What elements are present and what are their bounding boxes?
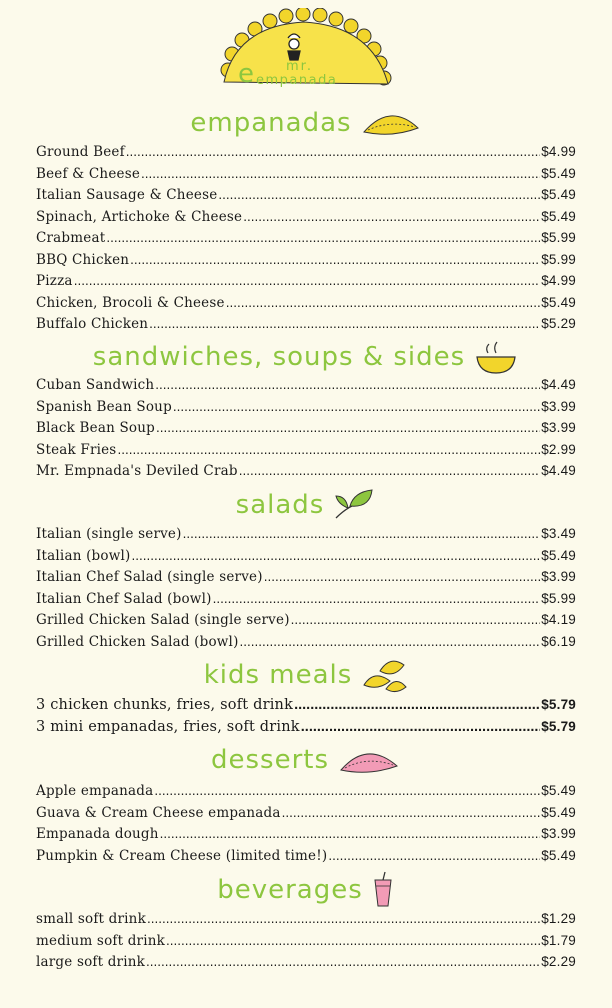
leader-dots: [126, 144, 540, 159]
item-name: Steak Fries: [36, 441, 117, 458]
leader-dots: [149, 316, 540, 331]
menu-item: [36, 848, 576, 870]
item-name: Spinach, Artichoke & Cheese: [36, 208, 243, 225]
soup-bowl-icon: [473, 339, 519, 375]
item-price: $4.99: [541, 273, 576, 288]
item-price: $4.49: [541, 377, 576, 392]
section-title-sandwiches: [0, 340, 612, 374]
item-name: Italian (bowl): [36, 547, 131, 564]
menu-item: [36, 399, 576, 421]
empanada-icon: [360, 108, 422, 138]
pink-empanada-icon: [337, 744, 401, 776]
item-name: BBQ Chicken: [36, 251, 130, 268]
menu-item: [36, 911, 576, 933]
item-name: Beef & Cheese: [36, 165, 141, 182]
leader-dots: [239, 463, 540, 478]
leader-dots: [218, 187, 540, 202]
menu-list-beverages: [36, 911, 576, 976]
item-name: Italian Sausage & Cheese: [36, 187, 218, 203]
menu-item: [36, 719, 576, 741]
item-name: medium soft drink: [36, 932, 165, 949]
item-price: $1.29: [541, 911, 576, 926]
leader-dots: [291, 612, 541, 627]
leader-dots: [147, 911, 540, 926]
section-heading: empanadas: [190, 108, 352, 138]
item-name: large soft drink: [36, 954, 145, 970]
item-price: $4.99: [541, 144, 576, 159]
item-price: $5.49: [541, 783, 576, 798]
item-price: $5.49: [541, 547, 576, 563]
item-name: Ground Beef: [36, 144, 125, 160]
menu-item: [36, 805, 576, 827]
svg-text:e: e: [238, 59, 254, 89]
menu-item: [36, 230, 576, 252]
leaf-icon: [332, 488, 376, 522]
section-title-empanadas: [0, 106, 612, 140]
item-price: $5.49: [541, 165, 576, 181]
leader-dots: [74, 273, 541, 288]
leader-dots: [156, 420, 540, 435]
item-price: $5.79: [541, 719, 576, 734]
item-price: $6.19: [541, 633, 576, 649]
logo-text-mr: mr.: [286, 59, 313, 74]
item-name: Italian (single serve): [36, 526, 182, 542]
leader-dots: [131, 548, 540, 563]
menu-item: [36, 526, 576, 548]
menu-item: [36, 420, 576, 442]
item-price: $4.49: [541, 463, 576, 478]
leader-dots: [154, 783, 540, 798]
leader-dots: [117, 442, 540, 457]
menu-item: [36, 166, 576, 188]
section-heading: kids meals: [203, 660, 353, 690]
item-name: Italian Chef Salad (single serve): [36, 569, 263, 585]
leader-dots: [183, 526, 541, 541]
leader-dots: [155, 377, 540, 392]
menu-item: [36, 442, 576, 464]
item-name: Cuban Sandwich: [36, 377, 155, 393]
leader-dots: [243, 209, 540, 224]
menu-list-kids-meals: [36, 697, 576, 741]
section-heading: desserts: [210, 745, 330, 775]
item-price: $4.19: [541, 612, 576, 627]
item-name: small soft drink: [36, 911, 146, 927]
item-price: $3.99: [541, 826, 576, 841]
item-price: $1.79: [541, 932, 576, 948]
item-name: Spanish Bean Soup: [36, 398, 172, 415]
item-price: $5.99: [541, 590, 576, 606]
item-price: $5.49: [541, 208, 576, 224]
menu-item: [36, 463, 576, 485]
section-heading: beverages: [217, 875, 363, 905]
item-name: Mr. Empnada's Deviled Crab: [36, 463, 238, 479]
leader-dots: [106, 230, 540, 245]
menu-item: [36, 295, 576, 317]
soda-cup-icon: [371, 870, 395, 910]
menu-item: [36, 548, 576, 570]
item-name: Pumpkin & Cream Cheese (limited time!): [36, 847, 328, 864]
menu-item: [36, 569, 576, 591]
item-price: $5.49: [541, 294, 576, 310]
logo-text-empanada: empanada: [256, 73, 338, 88]
leader-dots: [328, 848, 540, 863]
menu-list-sandwiches: [36, 377, 576, 485]
leader-dots: [141, 166, 540, 181]
leader-dots: [130, 252, 540, 267]
section-heading: salads: [235, 490, 325, 520]
menu-item: [36, 377, 576, 399]
item-name: Grilled Chicken Salad (single serve): [36, 612, 290, 628]
leader-dots: [240, 634, 541, 649]
item-name: 3 mini empanadas, fries, soft drink: [36, 719, 300, 735]
menu-item: [36, 187, 576, 209]
menu-item: [36, 634, 576, 656]
menu-item: [36, 273, 576, 295]
menu-item: [36, 954, 576, 976]
leader-dots: [173, 399, 540, 414]
leader-dots: [264, 569, 541, 584]
menu-item: [36, 612, 576, 634]
item-name: Chicken, Brocoli & Cheese: [36, 294, 225, 311]
item-price: $5.49: [541, 804, 576, 820]
menu-item: [36, 826, 576, 848]
item-name: Empanada dough: [36, 826, 159, 842]
leader-dots: [301, 719, 540, 735]
menu-item: [36, 697, 576, 719]
menu-list-desserts: [36, 783, 576, 869]
item-name: Italian Chef Salad (bowl): [36, 590, 212, 607]
menu-item: [36, 933, 576, 955]
menu-list-empanadas: [36, 144, 576, 338]
menu-item: [36, 783, 576, 805]
item-price: $5.99: [541, 251, 576, 267]
item-name: Guava & Cream Cheese empanada: [36, 804, 281, 821]
item-price: $5.99: [541, 230, 576, 245]
item-price: $5.79: [541, 697, 576, 712]
menu-item: [36, 316, 576, 338]
section-heading: sandwiches, soups & sides: [92, 342, 466, 372]
item-price: $3.99: [541, 569, 576, 584]
leader-dots: [213, 591, 541, 606]
mr-empanada-logo: [216, 8, 396, 94]
leader-dots: [226, 295, 541, 310]
item-name: Apple empanada: [36, 783, 154, 799]
item-price: $5.49: [541, 187, 576, 202]
item-price: $3.99: [541, 420, 576, 435]
item-name: Grilled Chicken Salad (bowl): [36, 633, 239, 650]
menu-item: [36, 252, 576, 274]
item-name: Black Bean Soup: [36, 420, 155, 436]
leader-dots: [282, 805, 541, 820]
item-price: $3.49: [541, 526, 576, 541]
menu-item: [36, 209, 576, 231]
leader-dots: [294, 697, 540, 713]
menu-item: [36, 144, 576, 166]
mini-empanadas-icon: [360, 655, 408, 695]
section-title-salads: [0, 488, 612, 522]
section-title-desserts: [0, 743, 612, 777]
leader-dots: [160, 826, 541, 841]
item-price: $3.99: [541, 398, 576, 414]
item-name: 3 chicken chunks, fries, soft drink: [36, 697, 294, 713]
section-title-beverages: [0, 873, 612, 907]
menu-item: [36, 591, 576, 613]
item-price: $5.49: [541, 847, 576, 863]
section-title-kids-meals: [0, 658, 612, 692]
item-name: Pizza: [36, 273, 73, 289]
item-price: $2.29: [541, 954, 576, 969]
leader-dots: [166, 933, 540, 948]
item-name: Buffalo Chicken: [36, 316, 149, 332]
item-price: $5.29: [541, 316, 576, 331]
leader-dots: [146, 954, 540, 969]
item-name: Crabmeat: [36, 230, 106, 246]
menu-list-salads: [36, 526, 576, 655]
item-price: $2.99: [541, 441, 576, 457]
